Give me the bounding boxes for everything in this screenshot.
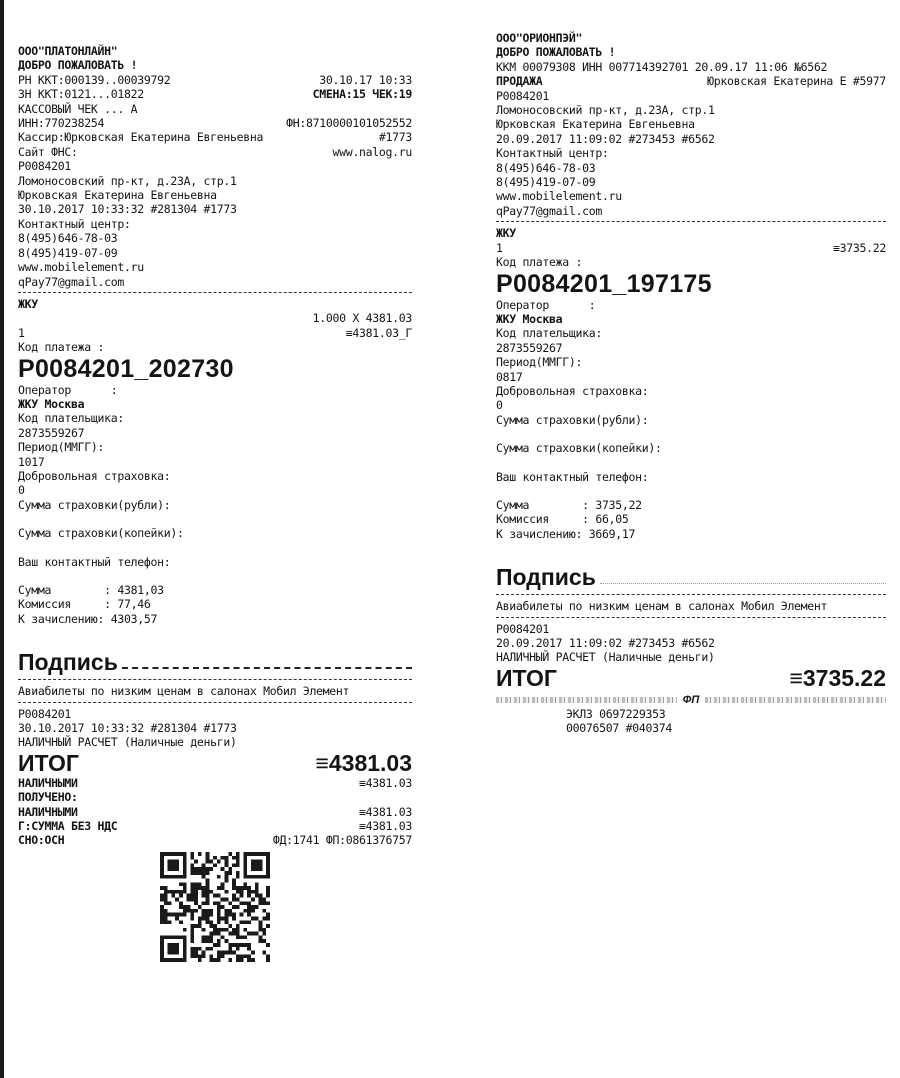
stamp: 30.10.2017 10:33:32 #281304 #1773: [18, 202, 237, 217]
period-value: 0817: [496, 369, 523, 384]
rn-kkt: РН ККТ:000139..00039792: [18, 72, 171, 87]
receipt-platonline: [18, 44, 412, 962]
fp-row: [496, 693, 886, 707]
vat-label: Г:СУММА БЕЗ НДС: [18, 819, 118, 834]
promo-text: Авиабилеты по низким ценам в салонах Мобил Элемент: [496, 599, 828, 614]
pay-code-label: Код платежа :: [18, 340, 105, 355]
pay-code-label: Код платежа :: [496, 255, 583, 270]
operator-value: ЖКУ Москва: [496, 311, 563, 326]
stamp: 20.09.2017 11:09:02 #273453 #6562: [496, 131, 715, 146]
receipt-datetime: 30.10.17 10:33: [319, 72, 412, 87]
insurance-value: 0: [496, 398, 503, 413]
operator-label: Оператор :: [18, 382, 118, 397]
footer-stamp: 20.09.2017 11:09:02 #273453 #6562: [496, 636, 715, 650]
signature-line: [496, 563, 886, 591]
fns-label: Сайт ФНС:: [18, 144, 78, 159]
qr-code-icon: [160, 852, 270, 962]
fns-row: [18, 145, 412, 159]
separator: [18, 702, 412, 703]
signature-line: [18, 648, 412, 676]
item-row: [496, 241, 886, 255]
total-value: ≡3735.22: [789, 664, 886, 691]
commission-line: Комиссия : 77,46: [18, 597, 151, 612]
payer-label: Код плательщика:: [496, 326, 602, 341]
footer-stamp: 30.10.2017 10:33:32 #281304 #1773: [18, 721, 237, 736]
total-value: ≡4381.03: [315, 749, 412, 776]
item-qty: 1: [18, 325, 25, 340]
cash-value: ≡4381.03: [359, 775, 412, 790]
payment-type: НАЛИЧНЫЙ РАСЧЕТ (Наличные деньги): [496, 650, 715, 665]
kkt-row: [18, 73, 412, 87]
total-row: [496, 665, 886, 691]
signature-label: Подпись: [18, 649, 118, 676]
fns-site: www.nalog.ru: [332, 144, 412, 159]
received-cash-label: НАЛИЧНЫМИ: [18, 804, 78, 819]
inn: ИНН:770238254: [18, 116, 105, 131]
separator: [18, 679, 412, 680]
cashier: Кассир:Юрковская Екатерина Евгеньевна: [18, 130, 264, 145]
insurance-value: 0: [18, 483, 25, 498]
kkm-line: ККМ 00079308 ИНН 007714392701 20.09.17 11:06 №6562: [496, 59, 828, 74]
item-qty: 1: [496, 240, 503, 255]
footer-point: Р0084201: [18, 706, 71, 721]
cashier-row: [18, 130, 412, 144]
point-code: Р0084201: [18, 159, 71, 174]
insurance-rub: Сумма страховки(рубли):: [18, 497, 171, 512]
item-total: ≡3735.22: [833, 240, 886, 255]
insurance-kop: Сумма страховки(копейки):: [496, 441, 662, 456]
receipt-orionpay: [496, 31, 886, 736]
fp-label: ФП: [682, 693, 700, 706]
org-name: ООО"ПЛАТОНЛАЙН": [18, 44, 118, 58]
received-cash-value: ≡4381.03: [359, 804, 412, 819]
vat-value: ≡4381.03: [359, 819, 412, 834]
promo-text: Авиабилеты по низким ценам в салонах Мобил Элемент: [18, 684, 350, 699]
inn-row: [18, 116, 412, 130]
received-label: ПОЛУЧЕНО:: [18, 790, 78, 805]
sale-cashier: Юрковская Екатерина Е #5977: [707, 74, 886, 89]
period-label: Период(ММГГ):: [496, 355, 583, 370]
cashier-check: КАССОВЫЙ ЧЕК ... А: [18, 101, 138, 116]
phone2: 8(495)419-07-09: [18, 245, 118, 260]
address: Ломоносовский пр-кт, д.23А, стр.1: [18, 173, 237, 188]
sum-line: Сумма : 3735,22: [496, 497, 642, 512]
payer-label: Код плательщика:: [18, 411, 124, 426]
eklz: ЭКЛЗ 0697229353: [566, 706, 666, 721]
phone-label: Ваш контактный телефон:: [18, 554, 171, 569]
total-label: ИТОГ: [18, 749, 79, 776]
operator-name: Юрковская Екатерина Евгеньевна: [18, 188, 217, 203]
tax-system: СНО:ОСН: [18, 833, 65, 848]
commission-line: Комиссия : 66,05: [496, 512, 629, 527]
period-value: 1017: [18, 454, 45, 469]
qty-price: 1.000 X 4381.03: [312, 311, 412, 326]
operator-value: ЖКУ Москва: [18, 396, 85, 411]
item-total: ≡4381.03_Г: [345, 325, 412, 340]
vat-row: [18, 819, 412, 833]
phone1: 8(495)646-78-03: [18, 231, 118, 246]
payer-value: 2873559267: [496, 340, 563, 355]
website: www.mobilelement.ru: [18, 260, 144, 275]
separator: [18, 292, 412, 293]
item-name: ЖКУ: [18, 296, 38, 311]
total-label: ИТОГ: [496, 664, 557, 691]
cashier-no: #1773: [378, 130, 412, 145]
zn-kkt: ЗН ККТ:0121...01822: [18, 87, 144, 102]
item-row: [18, 326, 412, 340]
insurance-label: Добровольная страховка:: [496, 383, 649, 398]
eklz-number: 00076507 #040374: [566, 721, 672, 736]
contact-label: Контактный центр:: [18, 216, 131, 231]
org-name: ООО"ОРИОНПЭЙ": [496, 31, 583, 45]
sum-line: Сумма : 4381,03: [18, 583, 164, 597]
point-code: Р0084201: [496, 88, 549, 103]
separator: [496, 221, 886, 222]
phone2: 8(495)419-07-09: [496, 175, 596, 190]
operator-label: Оператор :: [496, 297, 596, 312]
credit-line: К зачислению: 3669,17: [496, 526, 636, 541]
welcome-text: ДОБРО ПОЖАЛОВАТЬ !: [18, 58, 138, 73]
shift-check: СМЕНА:15 ЧЕК:19: [312, 87, 412, 102]
sale-label: ПРОДАЖА: [496, 74, 543, 89]
operator-name: Юрковская Екатерина Евгеньевна: [496, 117, 695, 132]
payment-type: НАЛИЧНЫЙ РАСЧЕТ (Наличные деньги): [18, 735, 237, 750]
received-row: [18, 805, 412, 819]
item-name: ЖКУ: [496, 226, 516, 241]
tax-row: [18, 833, 412, 847]
insurance-rub: Сумма страховки(рубли):: [496, 412, 649, 427]
footer-point: Р0084201: [496, 621, 549, 636]
page-left-edge: [0, 0, 4, 1078]
pay-code: Р0084201_197175: [496, 269, 712, 298]
insurance-label: Добровольная страховка:: [18, 468, 171, 483]
separator: [496, 594, 886, 595]
total-row: [18, 750, 412, 776]
period-label: Период(ММГГ):: [18, 440, 105, 455]
email: qPay77@gmail.com: [496, 203, 602, 218]
signature-label: Подпись: [496, 564, 596, 591]
welcome-text: ДОБРО ПОЖАЛОВАТЬ !: [496, 45, 616, 60]
payer-value: 2873559267: [18, 425, 85, 440]
separator: [496, 617, 886, 618]
cash-label: НАЛИЧНЫМИ: [18, 775, 78, 790]
zn-row: [18, 87, 412, 101]
sale-row: [496, 74, 886, 88]
pay-code: Р0084201_202730: [18, 354, 234, 383]
contact-label: Контактный центр:: [496, 146, 609, 161]
email: qPay77@gmail.com: [18, 274, 124, 289]
cash-row: [18, 776, 412, 790]
website: www.mobilelement.ru: [496, 189, 622, 204]
phone-label: Ваш контактный телефон:: [496, 469, 649, 484]
phone1: 8(495)646-78-03: [496, 160, 596, 175]
insurance-kop: Сумма страховки(копейки):: [18, 526, 184, 541]
fd-fp: ФД:1741 ФП:0861376757: [272, 833, 412, 848]
fn: ФН:8710000101052552: [286, 116, 412, 131]
credit-line: К зачислению: 4303,57: [18, 611, 158, 626]
address: Ломоносовский пр-кт, д.23А, стр.1: [496, 103, 715, 118]
